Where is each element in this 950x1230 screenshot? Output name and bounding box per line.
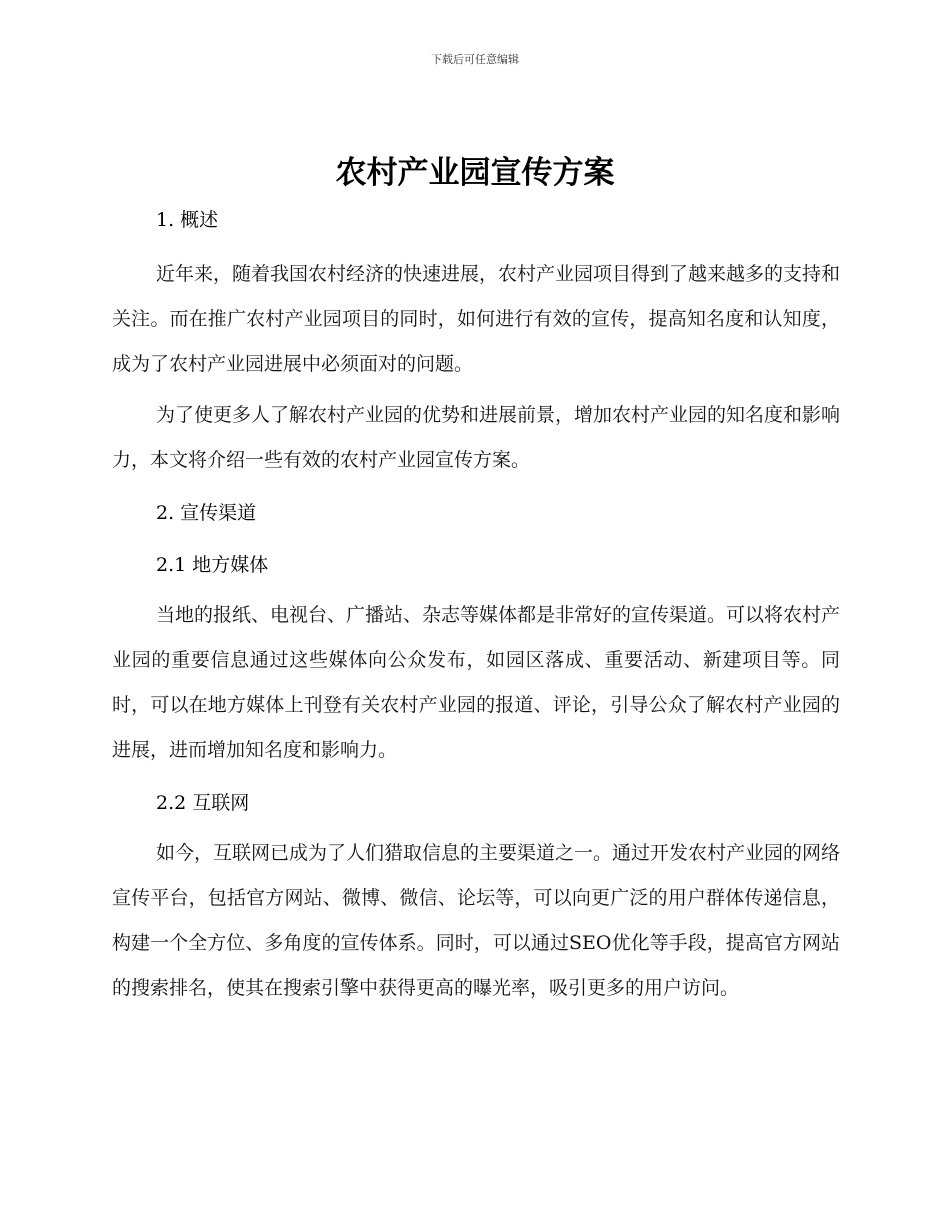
section-heading-internet: 2.2 互联网 — [156, 792, 250, 814]
overview-paragraph-1: 近年来，随着我国农村经济的快速进展，农村产业园项目得到了越来越多的支持和关注。而在推广农村产业园项目的同时，如何进行有效的宣传，提高知名度和认知度，成为了农村产业园进展中必须面对的问题。 — [112, 263, 841, 375]
section-heading-channels: 2. 宣传渠道 — [156, 502, 257, 524]
section-heading-overview: 1. 概述 — [156, 209, 219, 231]
document-body — [112, 198, 840, 1011]
document-title: 农村产业园宣传方案 — [335, 155, 615, 191]
overview-paragraph-2: 为了使更多人了解农村产业园的优势和进展前景，增加农村产业园的知名度和影响力，本文将介绍一些有效的农村产业园宣传方案。 — [112, 404, 841, 471]
local-media-paragraph: 当地的报纸、电视台、广播站、杂志等媒体都是非常好的宣传渠道。可以将农村产业园的重要信息通过这些媒体向公众发布，如园区落成、重要活动、新建项目等。同时，可以在地方媒体上刊登有关农村产业园的报道、评论，引导公众了解农村产业园的进展，进而增加知名度和影响力。 — [112, 604, 841, 761]
page-header-caption: 下载后可任意编辑 — [431, 53, 519, 66]
internet-paragraph: 如今，互联网已成为了人们猎取信息的主要渠道之一。通过开发农村产业园的网络宣传平台，包括官方网站、微博、微信、论坛等，可以向更广泛的用户群体传递信息，构建一个全方位、多角度的宣传体系。同时，可以通过SEO优化等手段，提高官方网站的搜索排名，使其在搜索引擎中获得更高的曝光率，吸引更多的用户访问。 — [112, 842, 841, 999]
section-heading-local-media: 2.1 地方媒体 — [156, 554, 269, 576]
